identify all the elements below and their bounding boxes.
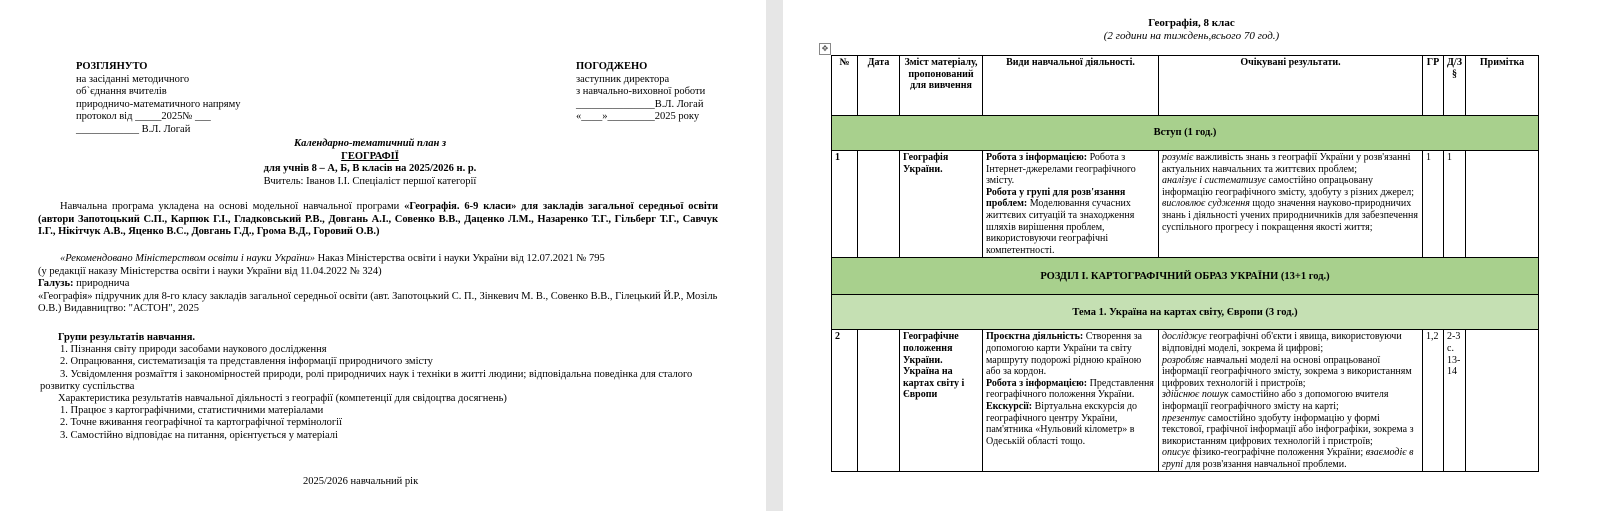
lesson-results — [1159, 330, 1423, 472]
plan-title-block — [170, 138, 570, 188]
plan-course-title: Географія, 8 клас — [1148, 17, 1235, 29]
program-prefix: Навчальна програма укладена на основі модельної навчальної програми — [60, 201, 405, 212]
activity-text: Віртуальна екскурсія до географічного центру України, пам'ятника «Нульовий кілометр» в Одеській області тощо. — [986, 400, 1138, 447]
agreed-line: _______________В.Л. Логай — [576, 98, 704, 110]
result-verb: аналізує і систематизує — [1162, 175, 1267, 187]
program-paragraph — [38, 201, 718, 239]
lesson-homework: 1 — [1444, 151, 1466, 258]
lesson-activities — [983, 330, 1159, 472]
considered-line: об`єднання вчителів — [76, 86, 167, 98]
document-page-right[interactable] — [783, 0, 1600, 511]
result-text: важливість знань з географії України у розв'язанні актуальних навчальних та життєвих проблем; — [1162, 152, 1411, 175]
group-item: 1. Пізнання світу природи засобами наукового дослідження — [60, 344, 327, 356]
lesson-number: 2 — [832, 330, 858, 472]
result-verb: розробляє — [1162, 354, 1204, 366]
result-text: щодо значення науково-природничих знань і діяльності учених природничників для забезпечення суспільного прогресу і покращення якості життя; — [1162, 198, 1418, 233]
intro-section-title: Вступ (1 год.) — [832, 116, 1539, 151]
move-icon[interactable]: ✥ — [819, 43, 831, 55]
column-header: № — [832, 56, 858, 116]
result-text: для розв'язання навчальної проблеми. — [1183, 458, 1347, 470]
branch-value: природнича — [76, 278, 130, 289]
activity-text: Створення за допомогою карти України та світу маршруту подорожі рідною країною або за кордон. — [986, 331, 1142, 378]
characteristics-heading: Характеристика результатів навчальної діяльності з географії (компетенції для свідоцтва досягнень) — [58, 393, 507, 405]
agreed-heading: ПОГОДЖЕНО — [576, 61, 648, 72]
table-row — [832, 330, 1539, 472]
competence-item: 1. Працює з картографічними, статистичними матеріалами — [60, 405, 324, 417]
school-year-footer: 2025/2026 навчальний рік — [303, 476, 419, 487]
program-bold: «Географія. 6-9 класи» для закладів загальної середньої освіти (автори Запотоцький С.П., Карпюк Г.І., Гладковський Р.В., Довгань А.І., Совенко В.В., Даценко Л.М., Назаренко Т.Г., Гільберг Т.Г., Савчук І.Г., Нікітчук А.В., Яценко В.С., Довгань Г.Д., Грома В.Д., Горовий О.В.) — [38, 201, 718, 237]
intro-section-row — [832, 116, 1539, 151]
agreed-block — [576, 61, 705, 124]
page-gap — [766, 0, 783, 511]
section-row — [832, 258, 1539, 295]
recommended-italic: «Рекомендовано Міністерством освіти і науки України» — [60, 253, 316, 264]
group-item: 3. Усвідомлення розмаїття і закономірностей природи, ролі природничих наук і техніки в житті людини; відповідальна поведінка для сталого — [60, 368, 693, 380]
result-verb: досліджує — [1162, 331, 1207, 343]
activity-text: Робота з Інтернет-джерелами географічного змісту. — [986, 152, 1136, 187]
agreed-line: «____»_________2025 року — [576, 111, 700, 123]
column-header: Види навчальної діяльності. — [983, 56, 1159, 116]
considered-line: на засіданні методичного — [76, 73, 190, 85]
agreed-line: з навчально-виховної роботи — [576, 86, 706, 98]
plan-title-line1: Календарно-тематичний план з — [293, 138, 447, 149]
plan-subject: ГЕОГРАФІЇ — [341, 150, 399, 162]
topic-row — [832, 295, 1539, 330]
lesson-activities — [983, 151, 1159, 258]
topic-title: Тема 1. Україна на картах світу, Європи (3 год.) — [832, 295, 1539, 330]
group-item: розвитку суспільства — [40, 380, 135, 392]
column-header: Д/З § — [1444, 56, 1466, 116]
table-header-row — [832, 56, 1539, 116]
lesson-number: 1 — [832, 151, 858, 258]
competence-item: 2. Точне вживання географічної та картографічної термінології — [60, 417, 343, 429]
result-text: географічні об'єкти і явища, використовуючи відповідні моделі, зокрема й цифрові; — [1162, 331, 1402, 354]
result-verb: здійснює пошук — [1162, 389, 1229, 401]
activity-type: Проєктна діяльність: — [986, 331, 1084, 343]
activity-type: Робота з інформацією: — [986, 377, 1088, 389]
activity-text: Представлення географічного положення України. — [986, 377, 1154, 401]
learning-results-block — [40, 332, 730, 442]
result-text: самостійно або з допомогою вчителя інформації географічного змісту на карті; — [1162, 389, 1389, 412]
recommended-edition: (у редакції наказу Міністерства освіти і науки України від 11.04.2022 № 324) — [38, 265, 382, 277]
considered-block — [76, 61, 240, 137]
column-header: Зміст матеріалу, пропонований для вивчення — [900, 56, 983, 116]
branch-label: Галузь: — [38, 278, 74, 289]
recommended-block — [38, 253, 718, 316]
considered-line: ____________ В.Л. Логай — [76, 123, 191, 135]
recommended-order: Наказ Міністерства освіти і науки України від 12.07.2021 № 795 — [315, 253, 605, 264]
lesson-group: 1,2 — [1423, 330, 1444, 472]
result-text: самостійно опрацьовану інформацію географічного змісту, здобуту з різних джерел; — [1162, 175, 1414, 198]
groups-heading: Групи результатів навчання. — [58, 332, 196, 343]
considered-heading: РОЗГЛЯНУТО — [76, 61, 148, 72]
lesson-date[interactable] — [858, 330, 900, 472]
lesson-group: 1 — [1423, 151, 1444, 258]
result-verb: розуміє — [1162, 152, 1194, 163]
plan-hours-subtitle: (2 години на тиждень,всього 70 год.) — [1103, 30, 1280, 42]
table-row — [832, 151, 1539, 258]
column-header: Примітка — [1466, 56, 1539, 116]
activity-type: Робота з інформацією: — [986, 152, 1088, 163]
result-verb: презентує — [1162, 412, 1206, 424]
result-text: самостійно здобуту інформацію у формі текстової, графічної інформації або інфографіки, зокрема з використанням цифрових технологій і пристроїв; — [1162, 412, 1414, 447]
lesson-content: Географічне положення України. Україна на картах світу і Європи — [900, 330, 983, 472]
competence-item: 3. Самостійно відповідає на питання, орієнтується у матеріалі — [60, 429, 338, 441]
considered-line: природничо-математичного напряму — [76, 98, 241, 110]
result-verb: взаємодіє в групі — [1162, 447, 1414, 470]
textbook-text: «Географія» підручник для 8-го класу закладів загальної середньої освіти (авт. Запотоцький С. П., Зінкевич М. В., Совенко В.В., Гілецький Й.Р., Мозіль О.В.) Видавництво: "АСТОН", 2025 — [38, 290, 718, 314]
activity-text: Моделювання сучасних життєвих ситуацій та знаходження шляхів вирішення проблем, використовуючи географічні компетентності. — [986, 198, 1135, 256]
lesson-note[interactable] — [1466, 330, 1539, 472]
lesson-note[interactable] — [1466, 151, 1539, 258]
document-page-left[interactable] — [0, 0, 766, 511]
lesson-homework: 2-3 с. 13-14 — [1444, 330, 1466, 472]
column-header: ГР — [1423, 56, 1444, 116]
activity-type: Робота у групі для розв'язання проблем: — [986, 186, 1126, 210]
considered-line: протокол від _____2025№ ___ — [76, 111, 211, 123]
agreed-line: заступник директора — [576, 73, 670, 85]
lesson-content: Географія України. — [900, 151, 983, 258]
group-item: 2. Опрацювання, систематизація та представлення інформації природничого змісту — [60, 356, 433, 368]
thematic-plan-table — [831, 55, 1539, 472]
plan-title-classes: для учнів 8 – А, Б, В класів на 2025/2026 н. р. — [263, 163, 477, 174]
lesson-date[interactable] — [858, 151, 900, 258]
section-title: РОЗДІЛ І. КАРТОГРАФІЧНИЙ ОБРАЗ УКРАЇНИ (13+1 год.) — [832, 258, 1539, 295]
plan-header — [783, 17, 1600, 43]
result-text: навчальні моделі на основі опрацьованої інформації географічного змісту, зокрема з використанням цифрових технологій і пристроїв; — [1162, 354, 1412, 389]
column-header: Очікувані результати. — [1159, 56, 1423, 116]
activity-type: Екскурсії: — [986, 400, 1033, 412]
lesson-results — [1159, 151, 1423, 258]
plan-teacher: Вчитель: Іванов І.І. Спеціаліст першої категорії — [263, 175, 477, 187]
result-verb: висловлює судження — [1162, 198, 1250, 210]
result-text: фізико-географічне положення України; — [1190, 447, 1366, 459]
result-verb: описує — [1162, 447, 1191, 459]
column-header: Дата — [858, 56, 900, 116]
